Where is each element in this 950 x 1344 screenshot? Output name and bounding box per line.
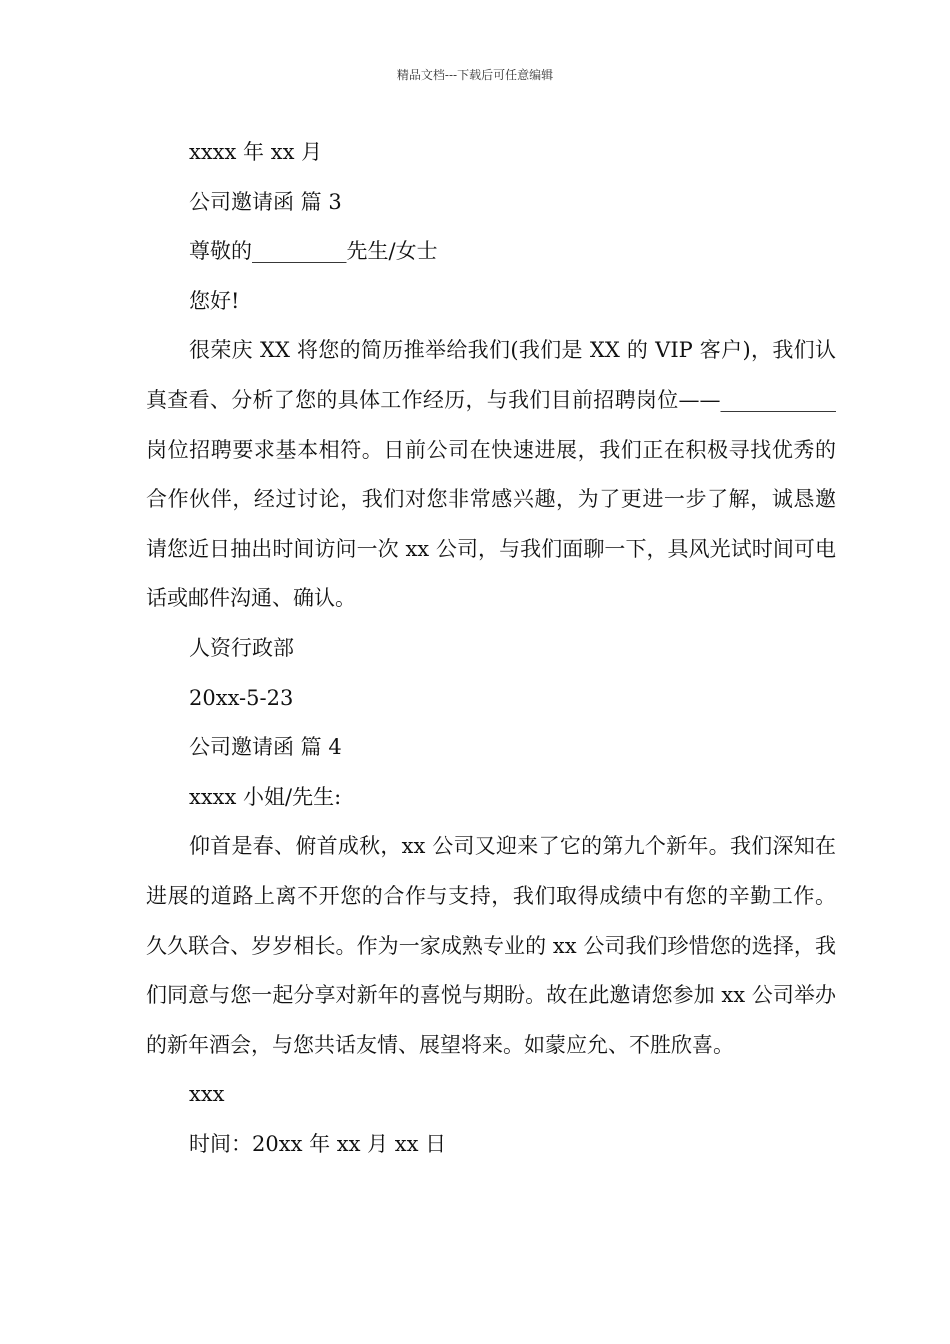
body-paragraph: 仰首是春、俯首成秋，xx 公司又迎来了它的第九个新年。我们深知在进展的道路上离不开您的合作与支持，我们取得成绩中有您的辛勤工作。久久联合、岁岁相长。作为一家成熟专业的 xx 公司我们珍惜您的选择，我们同意与您一起分享对新年的喜悦与期盼。故在此邀请您参加 xx 公司举办的新年酒会，与您共话友情、展望将来。如蒙应允、不胜欣喜。 xyxy=(146,834,836,1057)
section-title: 公司邀请函 篇 4 xyxy=(189,735,342,760)
date-line: xxxx 年 xx 月 xyxy=(189,140,323,164)
signature: 人资行政部 xyxy=(189,635,294,660)
salutation: 尊敬的_________先生/女士 xyxy=(189,239,438,264)
salutation: xxxx 小姐/先生: xyxy=(189,784,342,809)
section-title: 公司邀请函 篇 3 xyxy=(189,189,342,214)
page-header: 精品文档---下载后可任意编辑 xyxy=(396,68,554,82)
signature: xxx xyxy=(189,1082,225,1107)
body-paragraph: 很荣庆 XX 将您的简历推举给我们(我们是 XX 的 VIP 客户)，我们认真查看、分析了您的具体工作经历，与我们目前招聘岗位——___________ 岗位招聘要求基本相符。日前公司在快速进展，我们正在积极寻找优秀的合作伙伴，经过讨论，我们对您非常感兴趣，为了更进一步了解，诚恳邀请您近日抽出时间访问一次 xx 公司，与我们面聊一下，具风光试时间可电话或邮件沟通、确认。 xyxy=(146,338,836,611)
signature-date: 20xx-5-23 xyxy=(189,685,294,710)
greeting: 您好! xyxy=(189,288,240,313)
document-body xyxy=(146,128,836,1169)
event-time: 时间：20xx 年 xx 月 xx 日 xyxy=(189,1131,447,1156)
